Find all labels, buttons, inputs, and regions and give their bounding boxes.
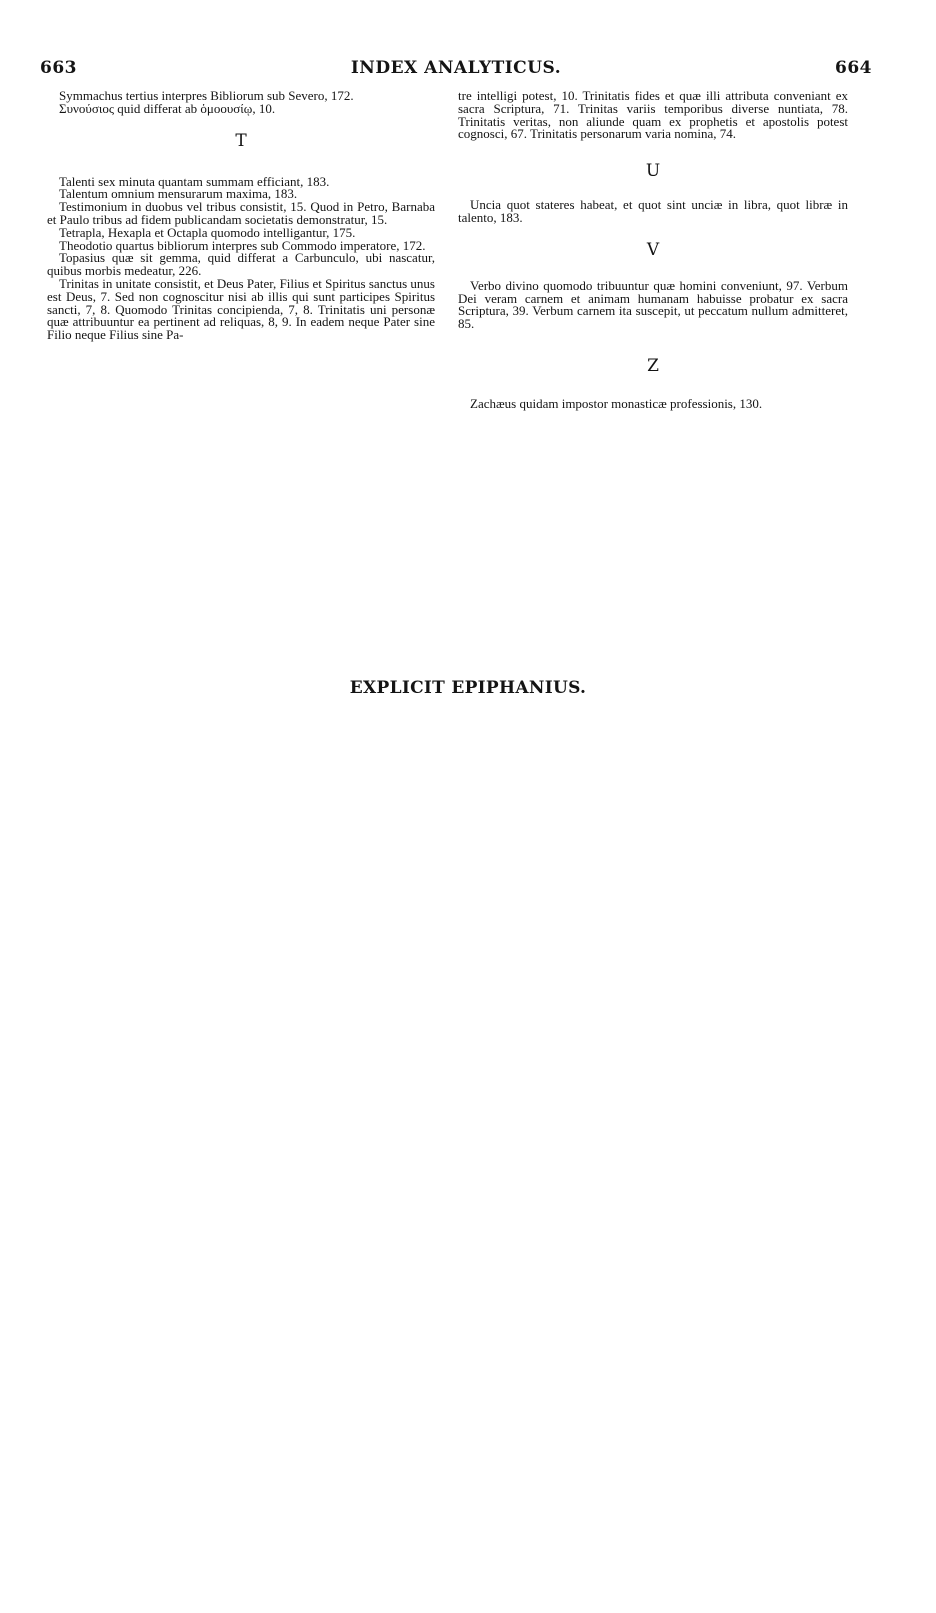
left-page-number: 663: [40, 58, 77, 78]
section-heading-z: Z: [647, 355, 659, 376]
index-entry-trinitas: Trinitas in unitate consistit, et Deus Pater, Filius et Spiritus sanctus unus est Deus, 7. Sed non cognoscitur nisi ab illis qui sunt participes Spiritus sancti, 7, 8. Quomodo Trinitas concipienda, 7, 8. Trinitatis uni personæ quæ attribuuntur ea pertinent ad reliquas, 8, 9. In eadem neque Pater sine Filio neque Filius sine Pa-: [47, 275, 435, 343]
section-heading-u: U: [645, 161, 661, 182]
right-page-number: 664: [835, 58, 872, 78]
page-title: INDEX ANALYTICUS.: [350, 58, 562, 78]
index-entry-tetrapla: Tetrapla, Hexapla et Octapla quomodo intelligantur, 175.: [59, 224, 356, 240]
section-heading-v: V: [646, 239, 660, 260]
index-entry-talenti: Talenti sex minuta quantam summam efficiant, 183.: [59, 173, 330, 189]
right-column: [458, 90, 848, 411]
index-entry-uncia: Uncia quot stateres habeat, et quot sint unciæ in libra, quot libræ in talento, 183.: [458, 197, 848, 225]
explicit-line: EXPLICIT EPIPHANIUS.: [349, 678, 587, 698]
index-entry-symmachus: Symmachus tertius interpres Bibliorum sub Severo, 172.: [59, 88, 354, 103]
page-header: [40, 58, 872, 82]
index-entry-topasius: Topasius quæ sit gemma, quid differat a Carbunculo, ubi nascatur, quibus morbis medeatur, 226.: [47, 250, 435, 279]
index-entry-verbo: Verbo divino quomodo tribuuntur quæ homini conveniunt, 97. Verbum Dei veram carnem et animam humanam habuisse probatur ex sacra Scriptura, 39. Verbum carnem ita suscepit, ut peccatum nullum admitteret, 85.: [458, 277, 848, 332]
index-entry-synousios: Συνούσιος quid differat ab ὁμοουσίῳ, 10.: [59, 100, 276, 116]
index-entry-zachaeus: Zachæus quidam impostor monasticæ professionis, 130.: [470, 395, 763, 411]
left-column: [47, 90, 435, 342]
section-heading-t: T: [235, 130, 247, 151]
index-entry-trinitas-continued: tre intelligi potest, 10. Trinitatis fides et quæ illi attributa conveniant ex sacra Scriptura, 71. Trinitas variis temporibus diverse nuntiata, 78. Trinitatis veritas, non aliunde quam ex prophetis et apostolis potest cognosci, 67. Trinitatis personarum varia nomina, 74.: [458, 88, 848, 142]
index-entry-talentum: Talentum omnium mensurarum maxima, 183.: [59, 186, 298, 202]
index-entry-testimonium: Testimonium in duobus vel tribus consistit, 15. Quod in Petro, Barnaba et Paulo tribus ad fidem publicandam societatis demonstratur, 15.: [47, 199, 435, 227]
index-entry-theodotio: Theodotio quartus bibliorum interpres sub Commodo imperatore, 172.: [59, 237, 426, 253]
